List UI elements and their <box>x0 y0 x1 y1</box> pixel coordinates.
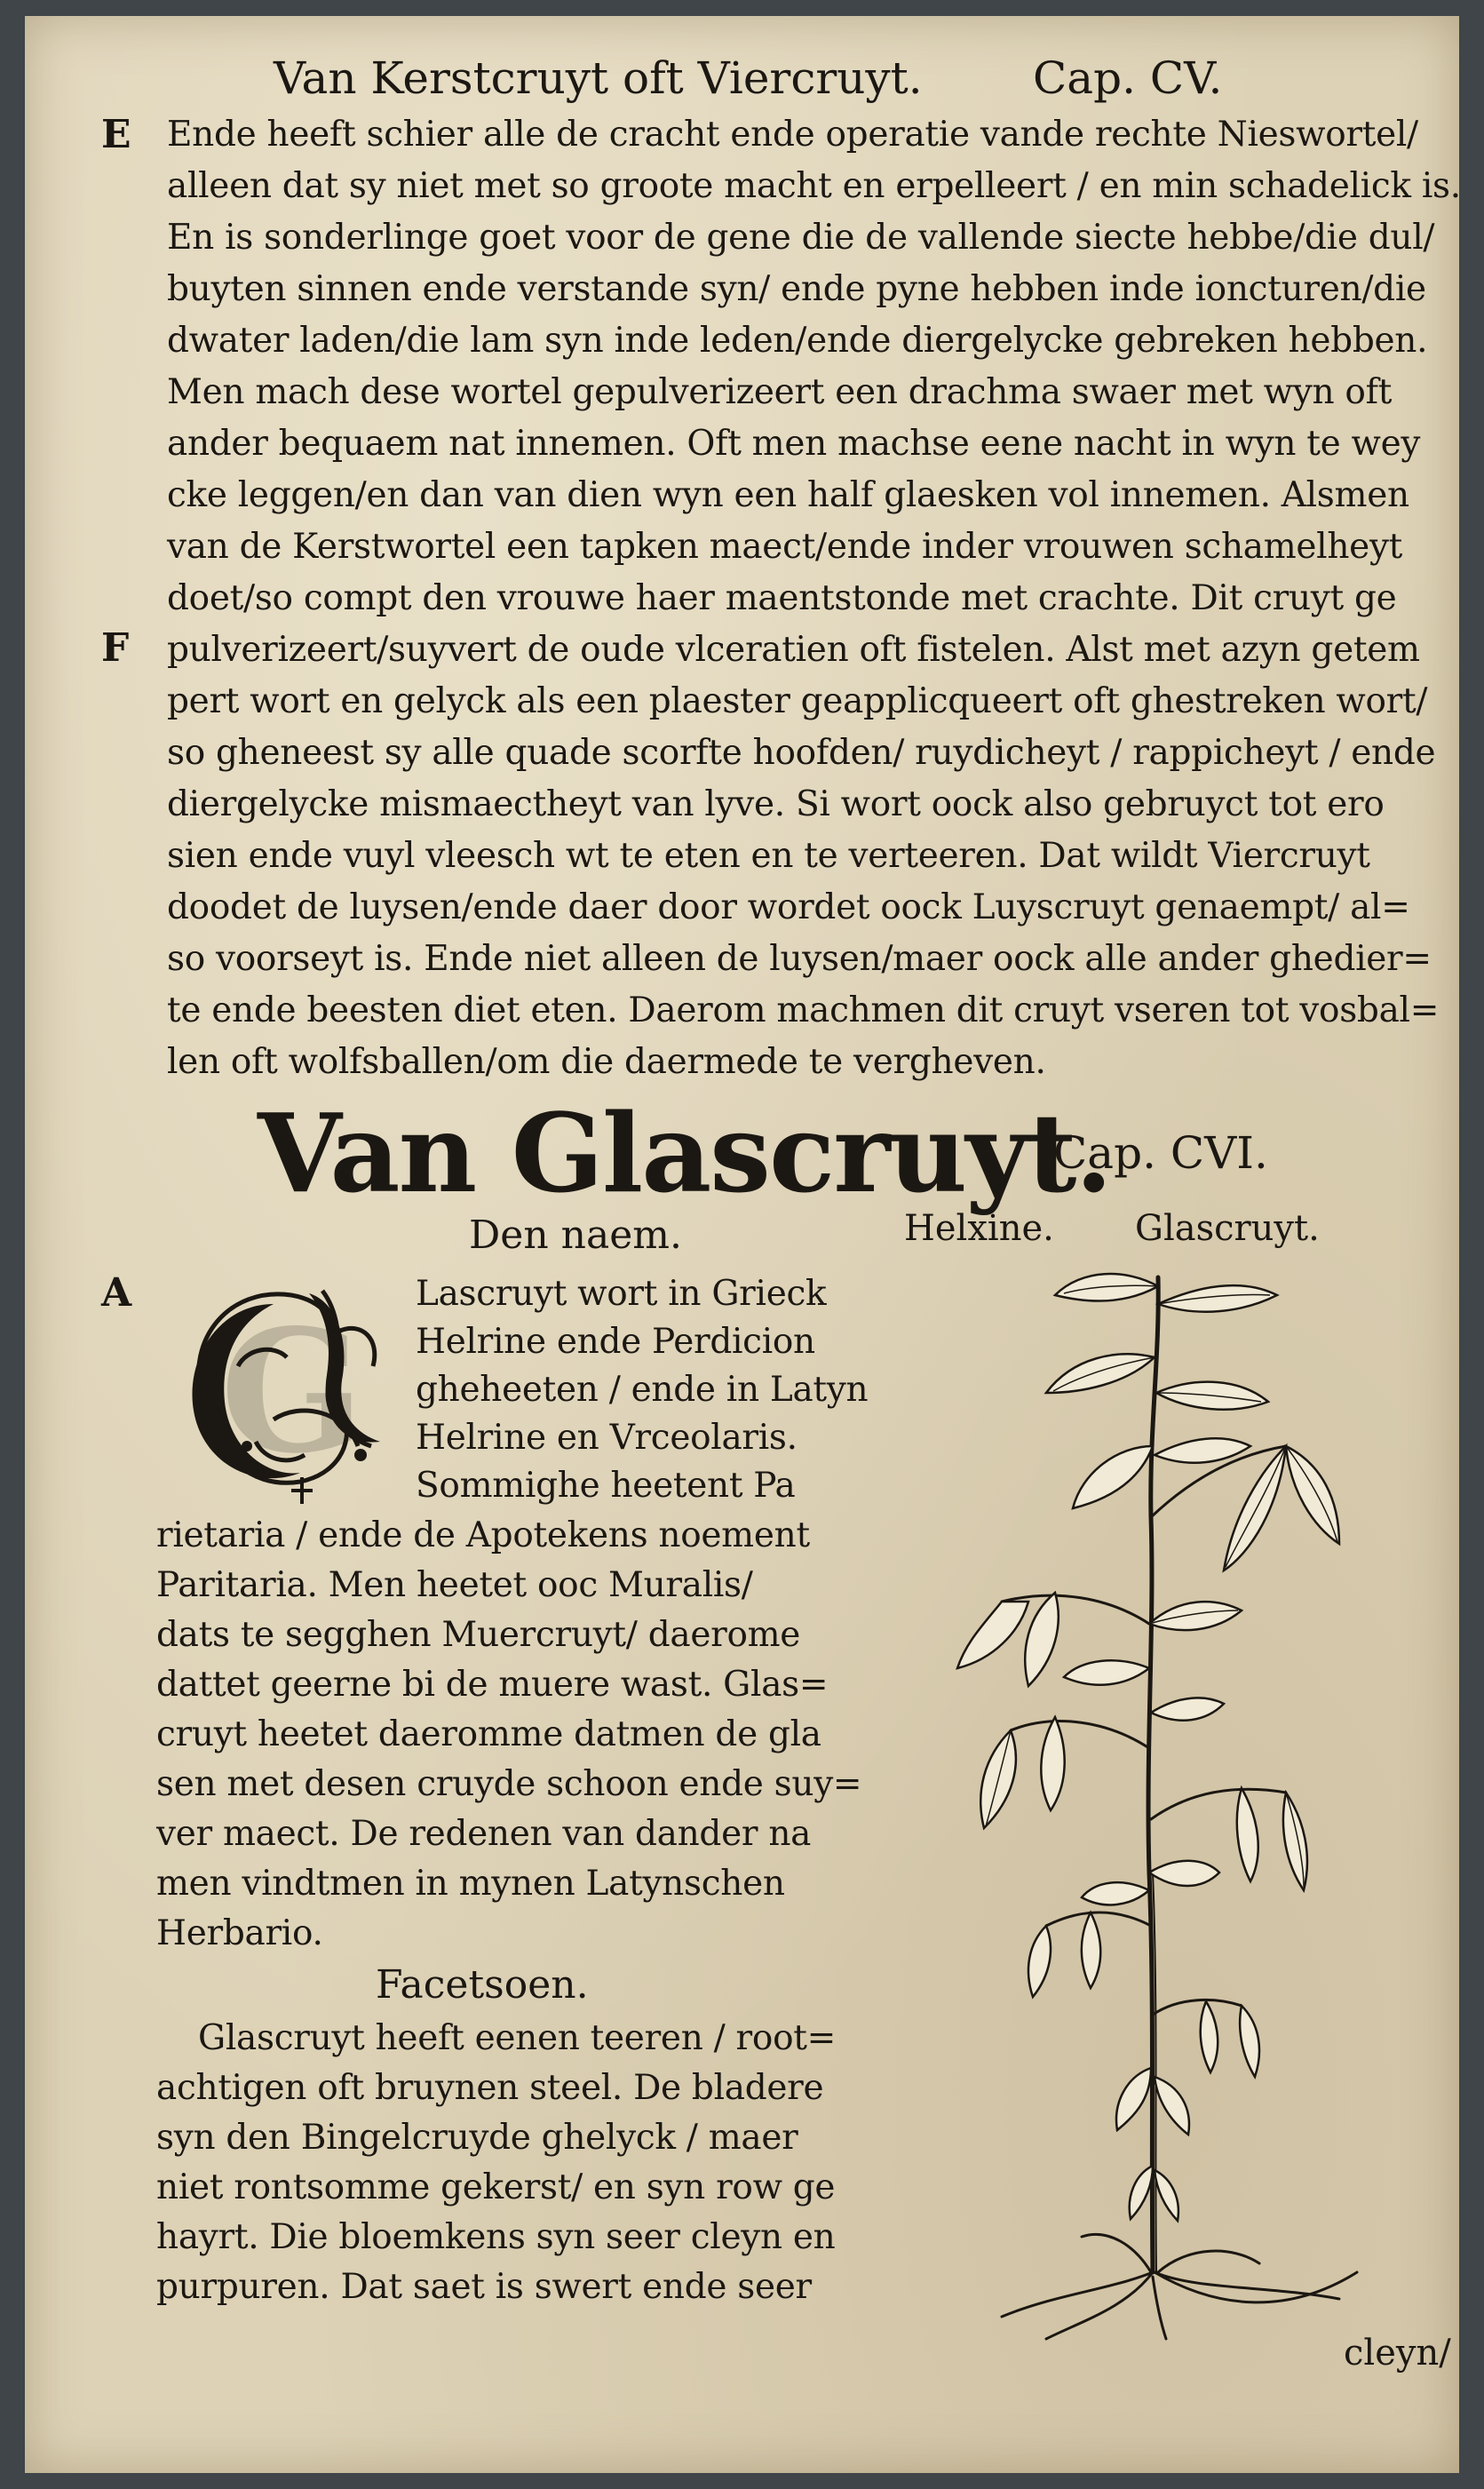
section-chapter: Cap. CVI. <box>1053 1127 1268 1179</box>
section-title: Van Glascruyt. <box>258 1089 1111 1217</box>
marginal-letter-f: F <box>101 625 130 671</box>
text-line: Herbario. <box>156 1913 323 1953</box>
book-page <box>25 16 1459 2473</box>
text-line: hayrt. Die bloemkens syn seer cleyn en <box>156 2217 836 2257</box>
decorated-initial <box>167 1268 398 1517</box>
subheading-name: Den naem. <box>469 1213 682 1258</box>
text-line: rietaria / ende de Apotekens noement <box>156 1515 810 1555</box>
text-line: van de Kerstwortel een tapken maect/ende inder vrouwen schamelheyt <box>167 527 1403 567</box>
text-line: sien ende vuyl vleesch wt te eten en te verteeren. Dat wildt Viercruyt <box>167 836 1370 876</box>
text-line: ver maect. De redenen van dander na <box>156 1814 812 1854</box>
text-line: dats te segghen Muercruyt/ daerome <box>156 1615 801 1655</box>
text-line: buyten sinnen ende verstande syn/ ende pyne hebben inde ioncturen/die <box>167 269 1426 309</box>
text-line: dwater laden/die lam syn inde leden/ende diergelycke gebreken hebben. <box>167 321 1428 361</box>
dropcap-letter: G <box>220 1292 365 1491</box>
text-line: niet rontsomme gekerst/ en syn row ge <box>156 2167 836 2207</box>
text-line: te ende beesten diet eten. Daerom machmen dit cruyt vseren tot vosbal= <box>167 990 1440 1030</box>
subheading-shape: Facetsoen. <box>376 1962 589 2008</box>
text-line: so gheneest sy alle quade scorfte hoofden/ ruydicheyt / rappicheyt / ende <box>167 733 1436 773</box>
text-line: pulverizeert/suyvert de oude vlceratien oft fistelen. Alst met azyn getem <box>167 630 1420 670</box>
text-line: so voorseyt is. Ende niet alleen de luysen/maer oock alle ander ghedier= <box>167 939 1432 979</box>
text-line: men vindtmen in mynen Latynschen <box>156 1864 785 1904</box>
text-line: alleen dat sy niet met so groote macht en erpelleert / en min schadelick is. <box>167 166 1461 206</box>
header-chapter: Cap. CV. <box>1033 52 1223 104</box>
marginal-letter-e: E <box>101 112 131 157</box>
text-line: Men mach dese wortel gepulverizeert een drachma swaer met wyn oft <box>167 372 1393 412</box>
plant-woodcut-illustration <box>948 1251 1446 2343</box>
text-line: cruyt heetet daeromme datmen de gla <box>156 1714 821 1754</box>
text-line: diergelycke mismaectheyt van lyve. Si wort oock also gebruyct tot ero <box>167 784 1385 824</box>
text-line: ander bequaem nat innemen. Oft men machse eene nacht in wyn te wey <box>167 424 1421 464</box>
text-line: Ende heeft schier alle de cracht ende operatie vande rechte Nieswortel/ <box>167 115 1418 155</box>
catchword: cleyn/ <box>1344 2333 1451 2374</box>
text-line: Paritaria. Men heetet ooc Muralis/ <box>156 1565 753 1605</box>
figure-label-latin: Helxine. <box>904 1208 1054 1249</box>
text-line: Glascruyt heeft eenen teeren / root= <box>198 2018 837 2058</box>
figure-label-dutch: Glascruyt. <box>1135 1208 1320 1249</box>
text-line: cke leggen/en dan van dien wyn een half glaesken vol innemen. Alsmen <box>167 475 1409 515</box>
text-line: achtigen oft bruynen steel. De bladere <box>156 2068 824 2108</box>
text-line: doodet de luysen/ende daer door wordet oock Luyscruyt genaempt/ al= <box>167 887 1410 927</box>
text-line: dattet geerne bi de muere wast. Glas= <box>156 1665 829 1705</box>
text-line: sen met desen cruyde schoon ende suy= <box>156 1764 862 1804</box>
text-line: purpuren. Dat saet is swert ende seer <box>156 2267 812 2307</box>
running-header <box>25 52 1459 105</box>
text-line: pert wort en gelyck als een plaester geapplicqueert oft ghestreken wort/ <box>167 681 1428 721</box>
text-line: syn den Bingelcruyde ghelyck / maer <box>156 2118 798 2158</box>
text-line: Helrine en Vrceolaris. <box>416 1418 798 1458</box>
text-line: doet/so compt den vrouwe haer maentstonde met crachte. Dit cruyt ge <box>167 578 1397 618</box>
text-line: gheheeten / ende in Latyn <box>416 1370 869 1410</box>
text-line: Sommighe heetent Pa <box>416 1466 796 1506</box>
header-title: Van Kerstcruyt oft Viercruyt. <box>274 52 923 104</box>
text-line: Helrine ende Perdicion <box>416 1322 815 1362</box>
text-line: Lascruyt wort in Grieck <box>416 1274 827 1314</box>
marginal-letter-a: A <box>101 1270 132 1316</box>
text-line: len oft wolfsballen/om die daermede te vergheven. <box>167 1042 1046 1082</box>
text-line: En is sonderlinge goet voor de gene die de vallende siecte hebbe/die dul/ <box>167 218 1435 258</box>
